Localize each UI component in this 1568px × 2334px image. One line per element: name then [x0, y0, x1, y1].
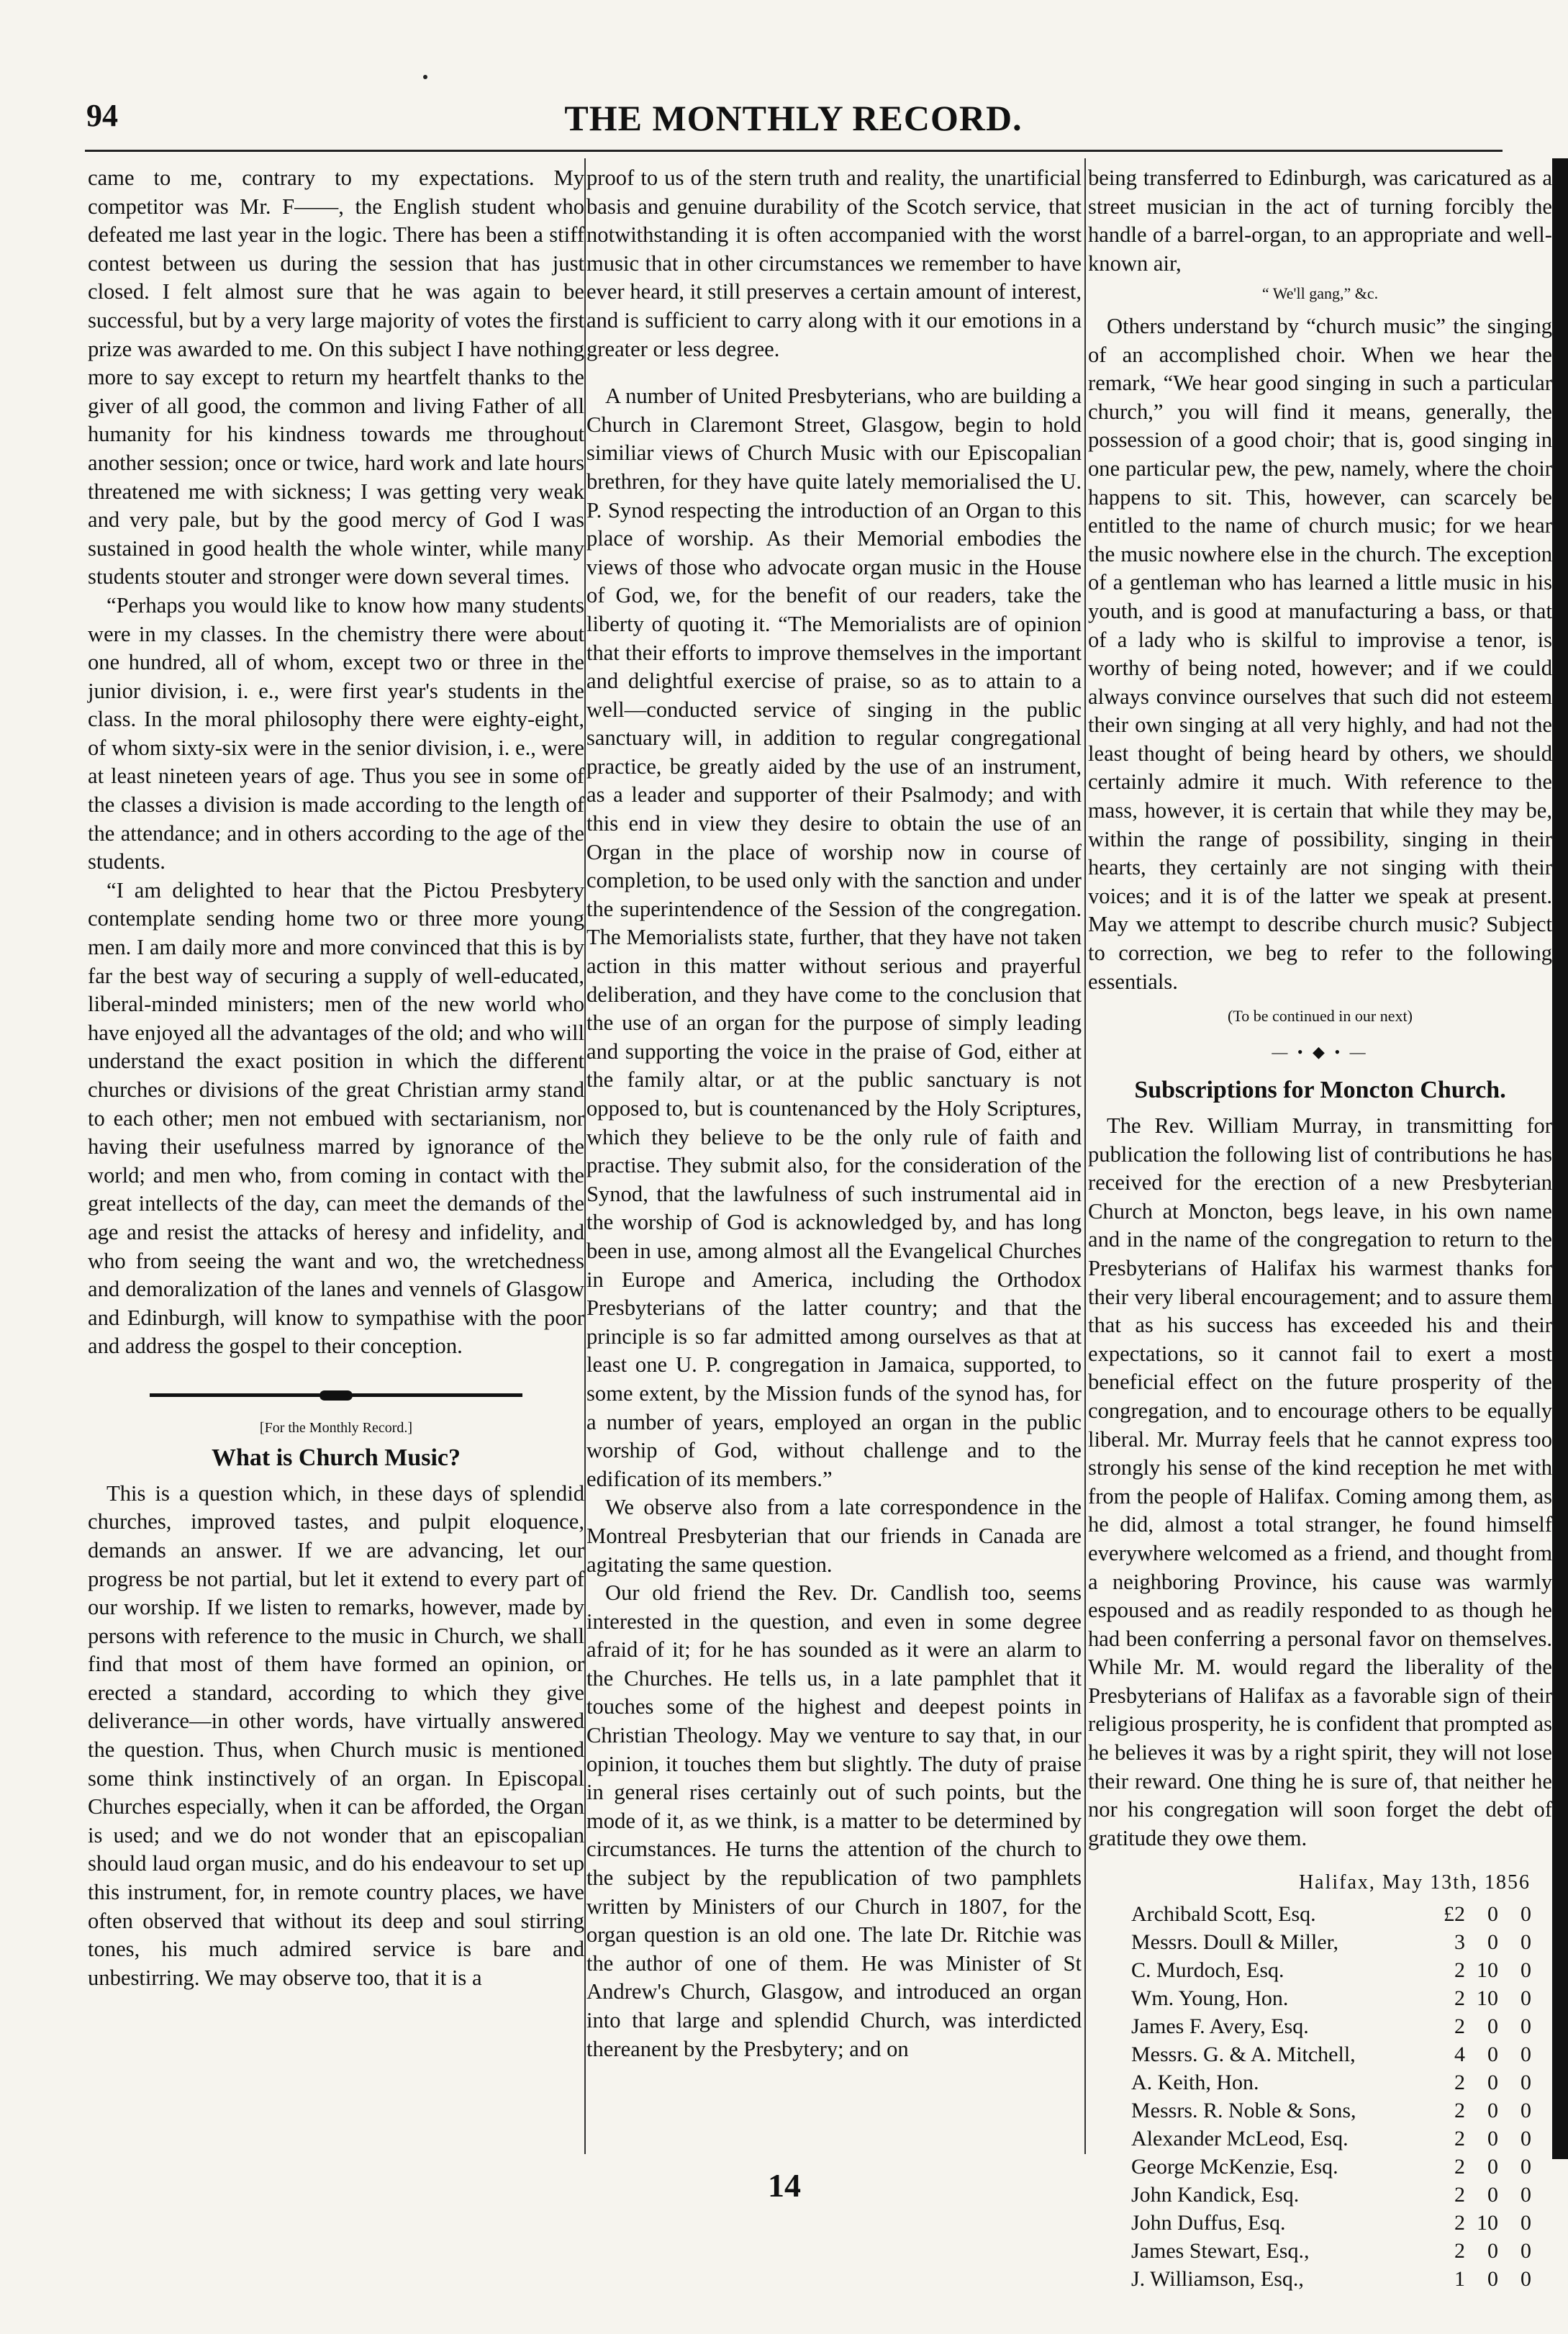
- pence: 0: [1521, 1958, 1531, 1983]
- paragraph: This is a question which, in these days of splendid churches, improved tastes, and pulpit eloquence, demands an answer. If we are advancing, let our progress be not partial, but let it extend to every part of our worship. If we listen to remarks, however, made by persons with reference to the music in Church, we shall find that most of them have formed an opinion, or erected a standard, according to which they give deliverance—in other words, have virtually answered the question. Thus, when Church music is mentioned some think instinctively of an organ. In Episcopal Churches especially, when it can be afforded, the Organ is used; and we do not wonder that an episcopalian should laud organ music, and do his endeavour to set up this instrument, for, in remote country places, we have often observed that without its deep and soul stirring tones, his much admired service is bare and unbestirring. We may observe too, that it is a: [88, 1480, 584, 1990]
- subscriber-name: Archibald Scott, Esq.: [1131, 1902, 1316, 1927]
- page-number: 94: [86, 98, 118, 133]
- subscriber-name: Alexander McLeod, Esq.: [1131, 2127, 1349, 2151]
- shillings: 0: [1487, 2043, 1498, 2067]
- paragraph: Others understand by “church music” the singing of an accomplished choir. When we hear the remark, “We hear good singing in such a particular church,” you will find it means, generally, the possession of a good choir; that is, good singing in one particular pew, the pew, namely, where the choir happens to sit. This, however, can scarcely be entitled to the name of church music; for we hear the music nowhere else in the church. The exception of a gentleman who has learned a little music in his youth, and is good at manufacturing a bass, or that of a lady who is skilful to improvise a tenor, is worthy of being noted, however; and if we could always convince ourselves that such did not esteem their own singing at all very highly, and had not the least thought of being heard by others, we should certainly admire it much. With reference to the mass, however, it is certain that while they may be, within the range of possibility, singing in their hearts, they certainly are not singing with their voices; and it is of the latter we speak at present. May we attempt to describe church music? Subject to correction, we beg to refer to the following essentials.: [1088, 313, 1552, 994]
- shillings: 0: [1487, 2071, 1498, 2095]
- subscriber-name: Messrs. Doull & Miller,: [1131, 1930, 1338, 1955]
- subscriber-name: Messrs. R. Noble & Sons,: [1131, 2099, 1356, 2123]
- subscriber-name: Wm. Young, Hon.: [1131, 1986, 1289, 2011]
- paragraph: being transferred to Edinburgh, was caricatured as a street musician in the act of turning forcibly the handle of a barrel-organ, to an appropriate and well-known air,: [1088, 166, 1552, 276]
- subscription-row: [1131, 1900, 1531, 1928]
- subscription-row: [1131, 1984, 1531, 2012]
- subscription-row: [1131, 2265, 1531, 2293]
- shillings: 0: [1487, 2099, 1498, 2123]
- pence: 0: [1521, 2099, 1531, 2123]
- shillings: 10: [1477, 1986, 1498, 2011]
- column-divider: [584, 158, 586, 2154]
- subscriber-name: George McKenzie, Esq.: [1131, 2155, 1338, 2179]
- subscription-row: [1131, 2237, 1531, 2265]
- pence: 0: [1521, 2014, 1531, 2039]
- subscriptions-heading: Subscriptions for Moncton Church.: [1134, 1077, 1506, 1104]
- paragraph: A number of United Presbyterians, who are building a Church in Claremont Street, Glasgow, begin to hold similiar views of Church Music with our Episcopalian brethren, for they have quite lately memorialised the U. P. Synod respecting the introduction of an Organ to this place of worship. As their Memorial embodies the views of those who advocate organ music in the House of God, we, for the benefit of our readers, take the liberty of quoting it. “The Memorialists are of opinion that their efforts to improve themselves in the important and delightful exercise of praise, so as to attain to a well—conducted service of singing in the public sanctuary will, in addition to regular congregational practice, be greatly aided by the use of an instrument, as a leader and supporter of their Psalmody; and with this end in view they desire to obtain the use of an Organ in the place of worship now in course of completion, to be used only with the sanction and under the superintendence of the Session of the congregation. The Memorialists state, further, that they have not taken action in this matter without serious and prayerful deliberation, and they have come to the conclusion that the use of an organ for the purpose of simply leading and supporting the voice in the praise of God, either at the family altar, or at the public sanctuary is not opposed to, but is countenanced by the Holy Scriptures, which they believe to be the only rule of faith and practise. They submit also, for the consideration of the Synod, that the lawfulness of such instrumental aid in the worship of God is acknowledged by, and has long been in use, among almost all the Evangelical Churches in Europe and America, including the Orthodox Presbyterians of the latter country; and that the principle is so far admitted among ourselves as that at least one U. P. congregation in Jamaica, supported, to some extent, by the Mission funds of the synod has, for a number of years, employed an organ in the public worship of God, without challenge and to the edification of its members.”: [586, 384, 1082, 1491]
- shillings: 10: [1477, 1958, 1498, 1983]
- shillings: 0: [1487, 2267, 1498, 2292]
- pence: 0: [1521, 2043, 1531, 2067]
- pounds: 2: [1454, 2183, 1465, 2207]
- subscription-row: [1131, 2209, 1531, 2237]
- pence: 0: [1521, 2155, 1531, 2179]
- section-ornament: [88, 1380, 584, 1408]
- shillings: 0: [1487, 1930, 1498, 1955]
- source-note: [For the Monthly Record.]: [259, 1419, 413, 1436]
- pounds: 2: [1454, 2155, 1465, 2179]
- pence: 0: [1521, 1930, 1531, 1955]
- page-header: [86, 97, 1500, 148]
- pounds: 3: [1454, 1930, 1465, 1955]
- column-3: [1088, 164, 1552, 2293]
- pence: 0: [1521, 2211, 1531, 2235]
- paragraph: came to me, contrary to my expectations. My competitor was Mr. F——, the English student who defeated me last year in the logic. There has been a stiff contest between us during the session that has just closed. I felt almost sure that he was again to be successful, but by a very large majority of votes the first prize was awarded to me. On this subject I have nothing more to say except to return my heartfelt thanks to the giver of all good, the common and living Father of all humanity for his kindness towards me throughout another session; once or twice, hard work and late hours threatened me with sickness; I was getting very weak and very pale, but by the good mercy of God I was sustained in good health the whole winter, while many students stouter and stronger were down several times.: [88, 166, 584, 589]
- pence: 0: [1521, 1986, 1531, 2011]
- subscriptions-table: [1131, 1900, 1531, 2293]
- subscription-row: [1131, 2068, 1531, 2096]
- pounds: 2: [1454, 2211, 1465, 2235]
- continued-note: (To be continued in our next): [1228, 1007, 1413, 1026]
- pence: 0: [1521, 2239, 1531, 2263]
- pounds: 2: [1454, 2127, 1465, 2151]
- pence: 0: [1521, 2127, 1531, 2151]
- shillings: 10: [1477, 2211, 1498, 2235]
- subscription-row: [1131, 2096, 1531, 2125]
- pounds: 1: [1454, 2267, 1465, 2292]
- subscription-row: [1131, 2181, 1531, 2209]
- column-divider: [1084, 158, 1086, 2154]
- pounds: 2: [1454, 1986, 1465, 2011]
- date-line: Halifax, May 13th, 1856: [1298, 1871, 1531, 1894]
- column-2: [586, 164, 1082, 2063]
- pence: 0: [1521, 2267, 1531, 2292]
- pounds: £2: [1444, 1902, 1465, 1927]
- scan-edge: [1552, 158, 1568, 2159]
- subscription-row: [1131, 1956, 1531, 1984]
- paragraph: proof to us of the stern truth and reality, the unartificial basis and genuine durability of the Scotch service, that notwithstanding it is often accompanied with the worst music that in other circumstances we remember to have ever heard, it still preserves a certain amount of interest, and is sufficient to carry along with it our emotions in a greater or less degree.: [586, 166, 1082, 361]
- subscriber-name: Messrs. G. & A. Mitchell,: [1131, 2043, 1356, 2067]
- subscriber-name: C. Murdoch, Esq.: [1131, 1958, 1284, 1983]
- subscriber-name: James F. Avery, Esq.: [1131, 2014, 1309, 2039]
- pounds: 2: [1454, 2071, 1465, 2095]
- pounds: 2: [1454, 1958, 1465, 1983]
- paragraph: We observe also from a late correspondence in the Montreal Presbyterian that our friends in Canada are agitating the same question.: [586, 1495, 1082, 1577]
- subscriber-name: A. Keith, Hon.: [1131, 2071, 1259, 2095]
- pence: 0: [1521, 1902, 1531, 1927]
- subscriber-name: John Duffus, Esq.: [1131, 2211, 1286, 2235]
- shillings: 0: [1487, 2239, 1498, 2263]
- section-ornament: — • ◆ • —: [1272, 1042, 1369, 1061]
- subscription-row: [1131, 2012, 1531, 2040]
- shillings: 0: [1487, 2014, 1498, 2039]
- paragraph: The Rev. William Murray, in transmitting for publication the following list of contributions he has received for the erection of a new Presbyterian Church at Moncton, begs leave, in his own name and in the name of the congregation to return to the Presbyterians of Halifax his warmest thanks for their very liberal encouragement; and to assure them that as his success has exceeded his and their expectations, so it cannot fail to exert a most beneficial effect on the future prosperity of the congregation, and to encourage others to be equally liberal. Mr. Murray feels that he cannot express too strongly his sense of the kind reception he met with from the people of Halifax. Coming among them, as he did, almost a total stranger, he found himself everywhere welcomed as a friend, and thought from a neighboring Province, his cause was warmly espoused and as readily responded to as though he had been conferring a personal favor on themselves. While Mr. M. would regard the liberality of the Presbyterians of Halifax as a favorable sign of their religious prosperity, he is confident that prompted as he believes it was by a right spirit, they will not lose their reward. One thing he is sure of, that neither he nor his congregation will soon forget the debt of gratitude they owe them.: [1088, 1113, 1552, 1850]
- shillings: 0: [1487, 2183, 1498, 2207]
- shillings: 0: [1487, 2155, 1498, 2179]
- print-speck: [423, 75, 427, 79]
- shillings: 0: [1487, 1902, 1498, 1927]
- subscription-row: [1131, 2153, 1531, 2181]
- pence: 0: [1521, 2183, 1531, 2207]
- paragraph: “Perhaps you would like to know how many students were in my classes. In the chemistry there were about one hundred, all of whom, except two or three in the junior division, i. e., were first year's students in the class. In the moral philosophy there were eighty-eight, of whom sixty-six were in the senior division, i. e., were at least nineteen years of age. Thus you see in some of the classes a division is made according to the length of the attendance; and in others according to the age of the students.: [88, 592, 584, 874]
- pounds: 2: [1454, 2014, 1465, 2039]
- pounds: 4: [1454, 2043, 1465, 2067]
- article-heading: What is Church Music?: [211, 1444, 461, 1472]
- pence: 0: [1521, 2071, 1531, 2095]
- subscriber-name: John Kandick, Esq.: [1131, 2183, 1300, 2207]
- running-title: THE MONTHLY RECORD.: [564, 98, 1023, 138]
- subscription-row: [1131, 2125, 1531, 2153]
- shillings: 0: [1487, 2127, 1498, 2151]
- subscriber-name: J. Williamson, Esq.,: [1131, 2267, 1304, 2292]
- subscription-row: [1131, 1928, 1531, 1956]
- signature-mark: 14: [768, 2167, 801, 2204]
- subscriber-name: James Stewart, Esq.,: [1131, 2239, 1310, 2263]
- subscription-row: [1131, 2040, 1531, 2068]
- column-1: [88, 164, 584, 1992]
- quoted-air: “ We'll gang,” &c.: [1261, 284, 1379, 303]
- pounds: 2: [1454, 2099, 1465, 2123]
- paragraph: “I am delighted to hear that the Pictou Presbytery contemplate sending home two or three more young men. I am daily more and more convinced that this is by far the best way of securing a supply of well-educated, liberal-minded ministers; men of the new world who have enjoyed all the advantages of the old; and who will understand the exact position in which the different churches or divisions of the great Christian army stand to each other; men not embued with sectarianism, nor having their usefulness marred by ignorance of the world; and men who, from coming in contact with the great intellects of the day, can meet the demands of the age and resist the attacks of heresy and infidelity, and who from seeing the want and wo, the wretchedness and demoralization of the lanes and vennels of Glasgow and Edinburgh, will know to sympathise with the poor and address the gospel to their conception.: [88, 877, 584, 1359]
- header-rule: [85, 150, 1503, 152]
- paragraph: Our old friend the Rev. Dr. Candlish too, seems interested in the question, and even in some degree afraid of it; for he has sounded as it were an alarm to the Churches. He tells us, in a late pamphlet that it touches some of the highest and deepest points in Christian Theology. May we venture to say that, in our opinion, it touches them but slightly. The duty of praise in general rises certainly out of such points, but the mode of it, as we think, is a matter to be determined by circumstances. He turns the attention of the church to the subject by the republication of two pamphlets written by Ministers of our Church in 1807, for the organ question is an old one. The late Dr. Ritchie was the author of one of them. He was Minister of St Andrew's Church, Glasgow, and introduced an organ into that large and splendid Church, was interdicted thereanent by the Presbytery; and on: [586, 1580, 1082, 2061]
- pounds: 2: [1454, 2239, 1465, 2263]
